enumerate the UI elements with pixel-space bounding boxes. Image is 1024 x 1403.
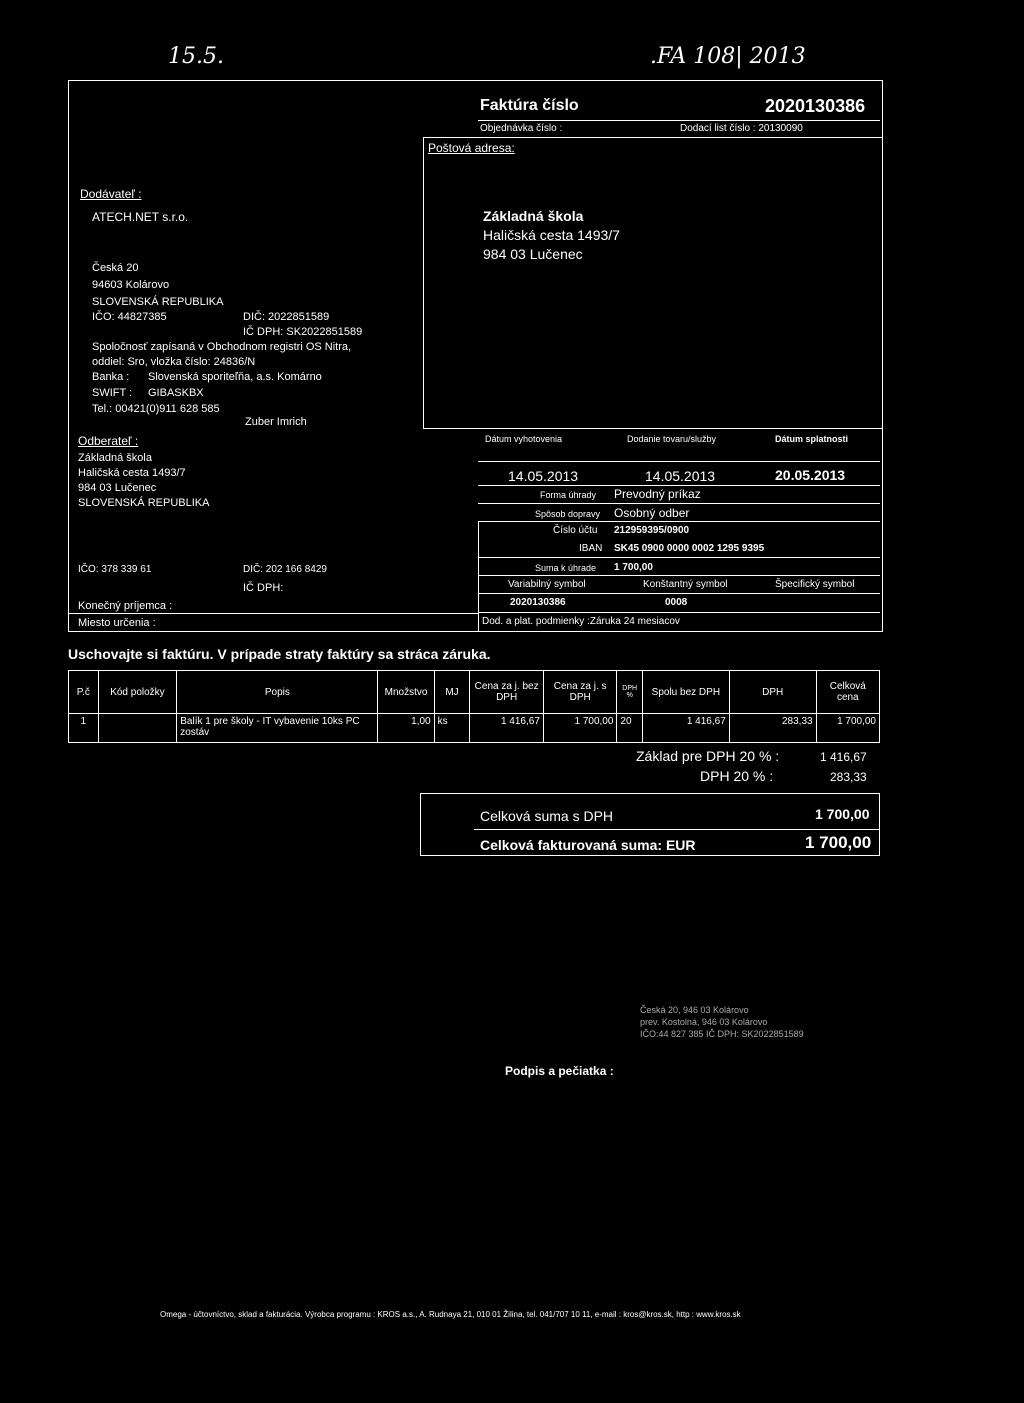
delivery-date: 14.05.2013 — [645, 468, 716, 484]
bank-name: Slovenská sporiteľňa, a.s. Komárno — [148, 371, 322, 383]
supplier-street: Česká 20 — [92, 262, 139, 274]
handwritten-note-left: 15.5. — [168, 44, 224, 69]
col-header-vat-rate: DPH % — [617, 671, 643, 714]
postal-address-label: Poštová adresa: — [428, 141, 515, 155]
vat-base-value: 1 416,67 — [820, 750, 867, 764]
specific-symbol-label: Špecifický symbol — [775, 579, 855, 590]
cell-subtotal: 1 416,67 — [642, 714, 729, 743]
delivery-date-label: Dodanie tovaru/služby — [627, 434, 717, 444]
invoiced-total-value: 1 700,00 — [805, 833, 872, 852]
swift-label: SWIFT : — [92, 387, 133, 399]
account-label: Číslo účtu — [553, 525, 598, 536]
postal-street: Haličská cesta 1493/7 — [483, 227, 620, 243]
supplier-ico: IČO: 44827385 — [92, 311, 167, 323]
supplier-name: ATECH.NET s.r.o. — [92, 210, 189, 224]
supplier-label: Dodávateľ : — [80, 187, 142, 201]
order-number-label: Objednávka číslo : — [480, 123, 563, 134]
col-header-unit-price-vat: Cena za j. s DPH — [543, 671, 617, 714]
col-header-total: Celková cena — [816, 671, 879, 714]
destination-label: Miesto určenia : — [78, 617, 156, 629]
customer-name: Základná škola — [78, 452, 152, 464]
col-header-unit: MJ — [434, 671, 470, 714]
bank-label: Banka : — [92, 371, 130, 383]
sum-due: 1 700,00 — [614, 562, 653, 573]
cell-unit-price-vat: 1 700,00 — [543, 714, 617, 743]
handwritten-note-right: .FA 108| 2013 — [650, 44, 806, 69]
cell-index: 1 — [69, 714, 99, 743]
invoice-number: 2020130386 — [765, 96, 866, 116]
customer-ic-dph: IČ DPH: — [243, 582, 284, 594]
customer-city: 984 03 Lučenec — [78, 482, 157, 494]
supplier-registry-2: oddiel: Sro, vložka číslo: 24836/N — [92, 356, 256, 368]
payment-form-label: Forma úhrady — [540, 490, 597, 500]
delivery-note: Dodací list číslo : 20130090 — [680, 123, 803, 134]
col-header-quantity: Množstvo — [378, 671, 434, 714]
postal-name: Základná škola — [483, 208, 584, 224]
variable-symbol: 2020130386 — [510, 597, 566, 608]
table-header-row — [69, 671, 880, 714]
col-header-unit-price: Cena za j. bez DPH — [470, 671, 544, 714]
supplier-city: 94603 Kolárovo — [92, 279, 170, 291]
col-header-index: P.č — [69, 671, 99, 714]
supplier-dic: DIČ: 2022851589 — [243, 311, 330, 323]
constant-symbol: 0008 — [665, 597, 688, 608]
variable-symbol-label: Variabilný symbol — [508, 579, 586, 590]
invoiced-total-label: Celková fakturovaná suma: EUR — [480, 837, 696, 853]
swift-code: GIBASKBX — [148, 387, 204, 399]
footer-text: Omega - účtovníctvo, sklad a fakturácia. Výrobca programu : KROS a.s., A. Rudnaya 21, 010 01 Žilina, tel. 041/707 10 11, e-mail : kros@kros.sk, http : www.kros.sk — [160, 1310, 741, 1319]
iban-number: SK45 0900 0000 0002 1295 9395 — [614, 543, 765, 554]
company-stamp — [640, 1004, 804, 1040]
col-header-description: Popis — [177, 671, 378, 714]
vat-base-label: Základ pre DPH 20 % : — [636, 748, 780, 764]
issue-date-label: Dátum vyhotovenia — [485, 434, 563, 444]
customer-dic: DIČ: 202 166 8429 — [243, 564, 327, 575]
cell-vat: 283,33 — [729, 714, 816, 743]
cell-total: 1 700,00 — [816, 714, 879, 743]
payment-terms: Dod. a plat. podmienky :Záruka 24 mesiacov — [482, 616, 680, 627]
items-table — [68, 670, 880, 743]
transport-method: Osobný odber — [614, 506, 690, 520]
sum-due-label: Suma k úhrade — [535, 563, 597, 573]
constant-symbol-label: Konštantný symbol — [643, 579, 728, 590]
stamp-line-1: Česká 20, 946 03 Kolárovo — [640, 1005, 749, 1015]
invoice-title: Faktúra číslo — [480, 97, 579, 114]
supplier-ic-dph: IČ DPH: SK2022851589 — [243, 326, 363, 338]
iban-label: IBAN — [579, 543, 603, 554]
warning-text: Uschovajte si faktúru. V prípade straty faktúry sa stráca záruka. — [68, 646, 491, 662]
table-row — [69, 714, 880, 743]
cell-vat-rate: 20 — [617, 714, 643, 743]
final-recipient-label: Konečný príjemca : — [78, 600, 173, 612]
vat-value: 283,33 — [830, 770, 867, 784]
transport-label: Spôsob dopravy — [535, 509, 601, 519]
cell-description: Balík 1 pre školy - IT vybavenie 10ks PC zostáv — [177, 714, 378, 743]
postal-city: 984 03 Lučenec — [483, 246, 583, 262]
customer-country: SLOVENSKÁ REPUBLIKA — [78, 497, 210, 509]
supplier-contact: Zuber Imrich — [245, 416, 307, 428]
cell-unit: ks — [434, 714, 470, 743]
customer-label: Odberateľ : — [78, 434, 139, 448]
account-number: 212959395/0900 — [614, 525, 690, 536]
due-date: 20.05.2013 — [775, 467, 846, 483]
total-with-vat-label: Celková suma s DPH — [480, 808, 614, 824]
customer-ico: IČO: 378 339 61 — [78, 564, 152, 575]
cell-quantity: 1,00 — [378, 714, 434, 743]
col-header-code: Kód položky — [98, 671, 177, 714]
payment-form: Prevodný príkaz — [614, 487, 701, 501]
vat-label: DPH 20 % : — [700, 768, 774, 784]
customer-street: Haličská cesta 1493/7 — [78, 467, 186, 479]
supplier-registry-1: Spoločnosť zapísaná v Obchodnom registri OS Nitra, — [92, 341, 352, 353]
signature-label: Podpis a pečiatka : — [505, 1064, 614, 1078]
cell-unit-price: 1 416,67 — [470, 714, 544, 743]
due-date-label: Dátum splatnosti — [775, 434, 849, 444]
col-header-subtotal: Spolu bez DPH — [642, 671, 729, 714]
supplier-country: SLOVENSKÁ REPUBLIKA — [92, 296, 224, 308]
supplier-phone: Tel.: 00421(0)911 628 585 — [92, 403, 220, 415]
stamp-line-2: prev. Kostolná, 946 03 Kolárovo — [640, 1017, 768, 1027]
stamp-line-3: IČO:44 827 385 IČ DPH: SK2022851589 — [640, 1029, 804, 1039]
cell-code — [98, 714, 177, 743]
col-header-vat: DPH — [729, 671, 816, 714]
issue-date: 14.05.2013 — [508, 468, 579, 484]
total-with-vat-value: 1 700,00 — [815, 806, 870, 822]
